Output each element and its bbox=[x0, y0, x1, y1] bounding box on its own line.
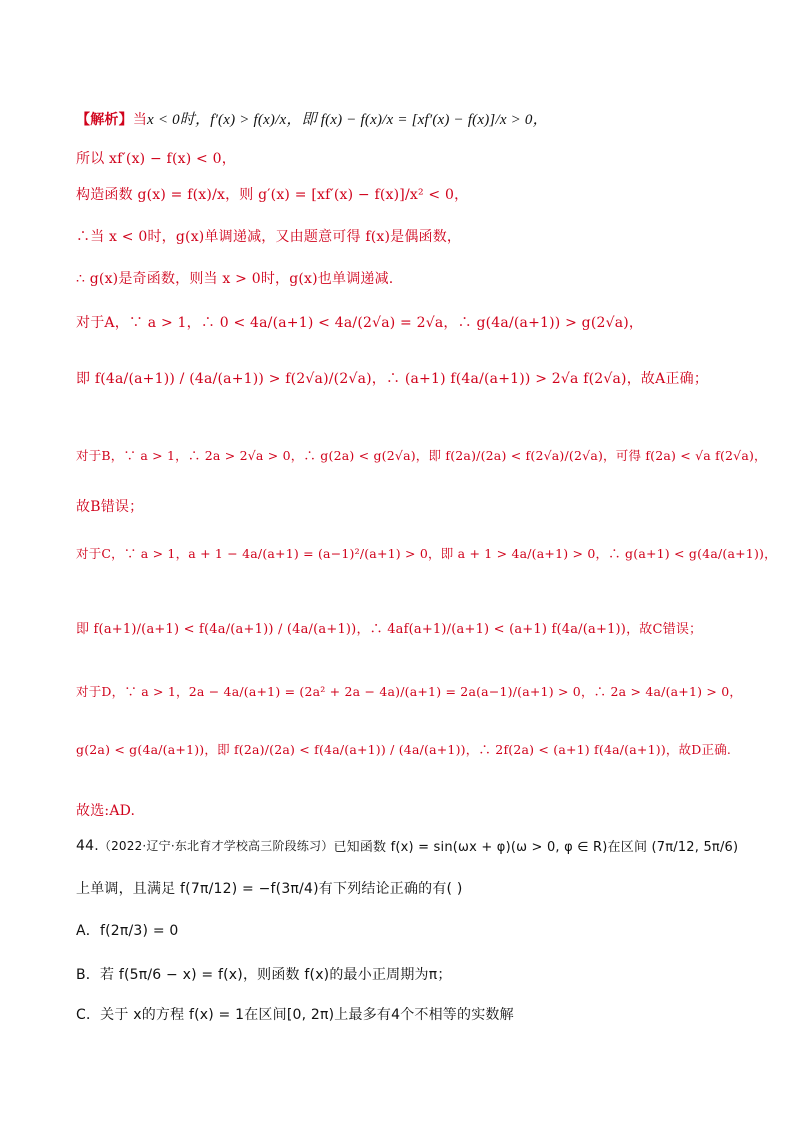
analysis-line-1 bbox=[76, 108, 760, 129]
analysis-line-4-text: ∴当 x < 0时，g(x)单调递减，又由题意可得 f(x)是偶函数， bbox=[76, 229, 462, 245]
analysis-line-5-text: ∴ g(x)是奇函数，则当 x > 0时，g(x)也单调递减. bbox=[76, 271, 394, 287]
problem-44-header bbox=[76, 836, 760, 855]
problem-option-a-text: A．f(2π/3) = 0 bbox=[76, 923, 179, 939]
analysis-option-d-cont bbox=[76, 740, 760, 758]
analysis-option-c bbox=[76, 544, 777, 562]
problem-option-c bbox=[76, 1004, 760, 1024]
analysis-option-d-text: 对于D，∵ a > 1，2a − 4a/(a+1) = (2a² + 2a − 4a)/(a+1) = 2a(a−1)/(a+1) > 0，∴ 2a > 4a/(a+1) > 0， bbox=[76, 684, 743, 699]
analysis-option-c-text: 对于C，∵ a > 1，a + 1 − 4a/(a+1) = (a−1)²/(a+1) > 0，即 a + 1 > 4a/(a+1) > 0，∴ g(a+1) < g(4a/(a+1))， bbox=[76, 546, 777, 561]
analysis-tag: 【解析】 bbox=[76, 111, 133, 128]
analysis-option-a-text: 对于A，∵ a > 1，∴ 0 < 4a/(a+1) < 4a/(2√a) = 2√a，∴ g(4a/(a+1)) > g(2√a)， bbox=[76, 315, 644, 331]
analysis-option-a-cont-text: 即 f(4a/(a+1)) / (4a/(a+1)) > f(2√a)/(2√a)，∴ (a+1) f(4a/(a+1)) > 2√a f(2√a)，故A正确； bbox=[76, 371, 709, 387]
problem-source: （2022·辽宁·东北育才学校高三阶段练习） bbox=[98, 839, 334, 853]
analysis-line-4 bbox=[76, 226, 760, 246]
analysis-option-d bbox=[76, 682, 760, 700]
analysis-line-5 bbox=[76, 268, 760, 288]
problem-44-stem-cont bbox=[76, 878, 760, 898]
analysis-answer-text: 故选:AD. bbox=[76, 803, 136, 819]
problem-stem-cont: 上单调，且满足 f(7π/12) = −f(3π/4)有下列结论正确的有( ) bbox=[76, 881, 463, 897]
analysis-answer bbox=[76, 800, 760, 820]
analysis-option-c-cont-text: 即 f(a+1)/(a+1) < f(4a/(a+1)) / (4a/(a+1))，∴ 4af(a+1)/(a+1) < (a+1) f(4a/(a+1))，故C错误； bbox=[76, 622, 703, 637]
problem-stem: 已知函数 f(x) = sin(ωx + φ)(ω > 0, φ ∈ R)在区间 (7π/12, 5π/6) bbox=[333, 840, 739, 855]
problem-option-a bbox=[76, 920, 760, 940]
analysis-option-c-cont bbox=[76, 618, 760, 637]
analysis-option-b-text: 对于B，∵ a > 1，∴ 2a > 2√a > 0，∴ g(2a) < g(2√a)，即 f(2a)/(2a) < f(2√a)/(2√a)，可得 f(2a) < √a f(2√a)， bbox=[76, 448, 767, 463]
problem-option-c-text: C．关于 x的方程 f(x) = 1在区间[0, 2π)上最多有4个不相等的实数解 bbox=[76, 1007, 514, 1023]
analysis-line-2 bbox=[76, 148, 760, 168]
analysis-option-d-cont-text: g(2a) < g(4a/(a+1))，即 f(2a)/(2a) < f(4a/(a+1)) / (4a/(a+1))，∴ 2f(2a) < (a+1) f(4a/(a+1))，故D正确. bbox=[76, 742, 732, 757]
problem-option-b-text: B．若 f(5π/6 − x) = f(x)，则函数 f(x)的最小正周期为π； bbox=[76, 967, 452, 983]
problem-option-b bbox=[76, 964, 760, 984]
analysis-line-3 bbox=[76, 184, 760, 204]
analysis-option-b-cont-text: 故B错误； bbox=[76, 499, 144, 515]
analysis-line-2-text: 所以 xf′(x) − f(x) < 0， bbox=[76, 151, 236, 167]
analysis-line-1-math: x < 0时，f′(x) > f(x)/x，即 f(x) − f(x)/x = [xf′(x) − f(x)]/x > 0， bbox=[147, 112, 548, 128]
analysis-option-b bbox=[76, 446, 767, 464]
analysis-option-a bbox=[76, 312, 760, 332]
problem-number: 44. bbox=[76, 837, 99, 854]
analysis-line-1-text: 当 bbox=[132, 111, 148, 128]
analysis-line-3-text: 构造函数 g(x) = f(x)/x，则 g′(x) = [xf′(x) − f(x)]/x² < 0， bbox=[76, 187, 469, 203]
analysis-option-a-cont bbox=[76, 368, 760, 388]
analysis-option-b-cont bbox=[76, 496, 760, 516]
